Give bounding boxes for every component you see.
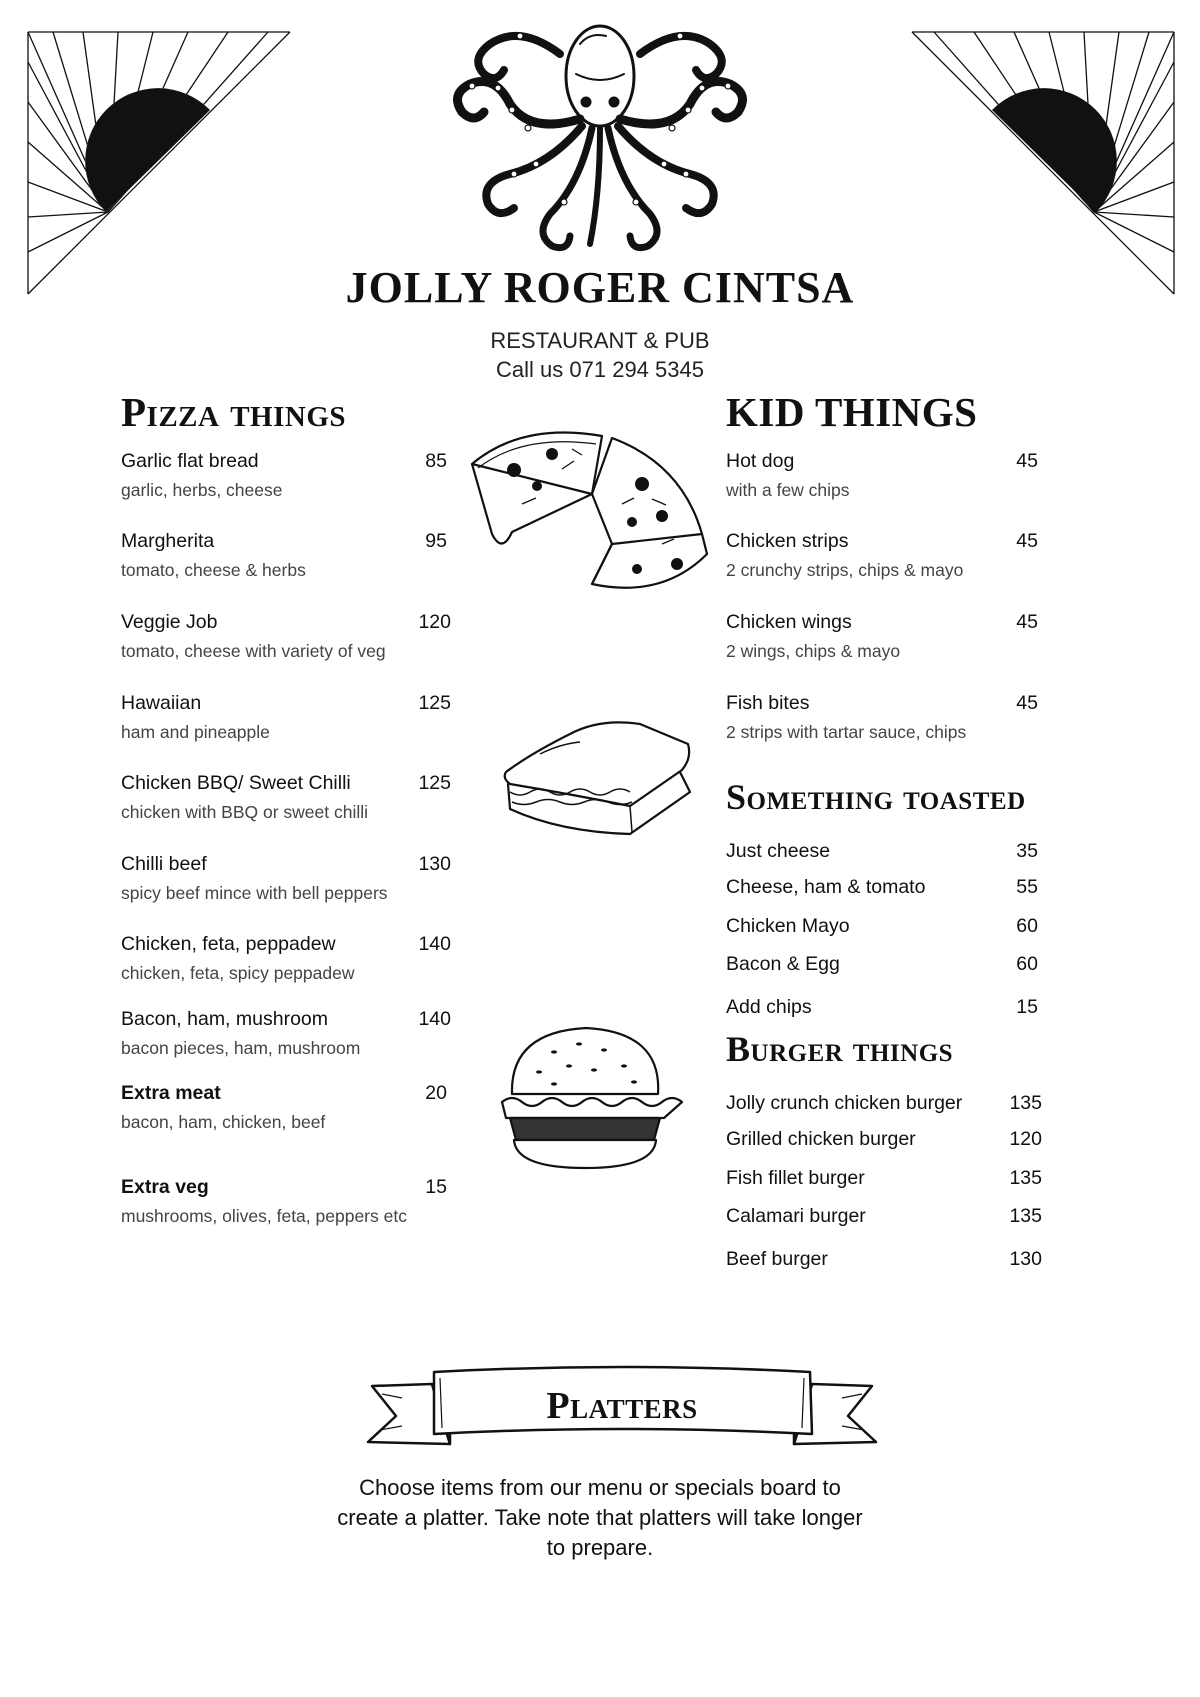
item-price: 140 bbox=[418, 933, 451, 955]
menu-item bbox=[121, 692, 451, 743]
item-price: 15 bbox=[425, 1176, 447, 1198]
menu-item bbox=[726, 1128, 1042, 1151]
item-name: Fish fillet burger bbox=[726, 1167, 865, 1189]
menu-item bbox=[726, 1092, 1042, 1115]
item-desc: ham and pineapple bbox=[121, 722, 270, 742]
menu-item bbox=[726, 1205, 1042, 1228]
item-name: Chicken strips bbox=[726, 530, 849, 552]
item-desc: with a few chips bbox=[726, 480, 850, 500]
menu-item bbox=[726, 996, 1038, 1019]
item-name: Just cheese bbox=[726, 840, 831, 862]
burger-icon bbox=[494, 1022, 676, 1172]
toasted-section-title: Something toasted bbox=[726, 777, 1026, 817]
item-name: Beef burger bbox=[726, 1248, 828, 1270]
item-price: 55 bbox=[1016, 876, 1038, 898]
menu-item bbox=[726, 611, 1038, 662]
item-price: 135 bbox=[1009, 1092, 1042, 1114]
menu-item bbox=[726, 692, 1038, 743]
item-price: 125 bbox=[418, 692, 451, 714]
item-name: Bacon & Egg bbox=[726, 953, 840, 975]
item-desc: bacon, ham, chicken, beef bbox=[121, 1112, 326, 1132]
item-name: Grilled chicken burger bbox=[726, 1128, 916, 1150]
sunburst-right-icon bbox=[912, 32, 1174, 294]
item-name: Hawaiian bbox=[121, 692, 202, 714]
item-price: 85 bbox=[425, 450, 447, 472]
menu-item bbox=[121, 1082, 451, 1133]
menu-item bbox=[121, 853, 451, 904]
item-name: Add chips bbox=[726, 996, 812, 1018]
item-price: 60 bbox=[1016, 915, 1038, 937]
item-desc: bacon pieces, ham, mushroom bbox=[121, 1038, 361, 1058]
item-price: 15 bbox=[1016, 996, 1038, 1018]
item-desc: tomato, cheese with variety of veg bbox=[121, 641, 386, 661]
menu-item bbox=[726, 953, 1038, 976]
item-name: Margherita bbox=[121, 530, 215, 552]
item-desc: tomato, cheese & herbs bbox=[121, 560, 306, 580]
menu-item bbox=[726, 1167, 1042, 1190]
item-price: 125 bbox=[418, 772, 451, 794]
phone-number: Call us 071 294 5345 bbox=[496, 357, 704, 382]
item-name: Chilli beef bbox=[121, 853, 207, 875]
item-price: 120 bbox=[1009, 1128, 1042, 1150]
item-price: 45 bbox=[1016, 692, 1038, 714]
platters-title: Platters bbox=[546, 1385, 698, 1427]
item-desc: garlic, herbs, cheese bbox=[121, 480, 283, 500]
platters-description: Choose items from our menu or specials board to create a platter. Take note that platters will take longer to prepare. bbox=[337, 1475, 863, 1560]
item-desc: chicken with BBQ or sweet chilli bbox=[121, 802, 369, 822]
item-name: Garlic flat bread bbox=[121, 450, 259, 472]
item-price: 95 bbox=[425, 530, 447, 552]
menu-item bbox=[121, 530, 451, 581]
item-name: Hot dog bbox=[726, 450, 795, 472]
menu-item bbox=[726, 840, 1038, 863]
item-name: Chicken BBQ/ Sweet Chilli bbox=[121, 772, 351, 794]
item-name: Calamari burger bbox=[726, 1205, 866, 1227]
menu-item bbox=[121, 450, 451, 501]
item-name: Extra meat bbox=[121, 1082, 221, 1104]
item-name: Chicken Mayo bbox=[726, 915, 850, 937]
menu-item bbox=[121, 772, 451, 823]
menu-item bbox=[121, 611, 451, 662]
menu-item bbox=[121, 1176, 451, 1227]
kids-section-title: KID THINGS bbox=[726, 389, 978, 435]
item-price: 130 bbox=[418, 853, 451, 875]
item-desc: chicken, feta, spicy peppadew bbox=[121, 963, 355, 983]
menu-item bbox=[726, 1248, 1042, 1271]
item-price: 20 bbox=[425, 1082, 447, 1104]
brand-title: JOLLY ROGER CINTSA bbox=[345, 263, 855, 312]
sunburst-left-icon bbox=[28, 32, 290, 294]
item-name: Veggie Job bbox=[121, 611, 218, 633]
item-desc: mushrooms, olives, feta, peppers etc bbox=[121, 1206, 407, 1226]
menu-item bbox=[726, 876, 1038, 899]
menu-item bbox=[121, 933, 451, 984]
octopus-icon bbox=[440, 14, 760, 264]
item-price: 45 bbox=[1016, 450, 1038, 472]
menu-item bbox=[121, 1008, 451, 1059]
item-name: Fish bites bbox=[726, 692, 810, 714]
item-price: 140 bbox=[418, 1008, 451, 1030]
item-name: Bacon, ham, mushroom bbox=[121, 1008, 329, 1030]
item-desc: 2 wings, chips & mayo bbox=[726, 641, 901, 661]
item-price: 120 bbox=[418, 611, 451, 633]
item-price: 135 bbox=[1009, 1205, 1042, 1227]
item-price: 35 bbox=[1016, 840, 1038, 862]
item-name: Extra veg bbox=[121, 1176, 209, 1198]
item-price: 45 bbox=[1016, 530, 1038, 552]
item-name: Chicken, feta, peppadew bbox=[121, 933, 336, 955]
item-price: 135 bbox=[1009, 1167, 1042, 1189]
pizza-icon bbox=[462, 424, 712, 599]
item-name: Jolly crunch chicken burger bbox=[726, 1092, 963, 1114]
burger-section-title: Burger things bbox=[726, 1029, 954, 1069]
menu-item bbox=[726, 530, 1038, 581]
item-price: 45 bbox=[1016, 611, 1038, 633]
item-price: 130 bbox=[1009, 1248, 1042, 1270]
item-desc: 2 strips with tartar sauce, chips bbox=[726, 722, 967, 742]
item-name: Cheese, ham & tomato bbox=[726, 876, 926, 898]
item-desc: 2 crunchy strips, chips & mayo bbox=[726, 560, 964, 580]
menu-item bbox=[726, 915, 1038, 938]
item-name: Chicken wings bbox=[726, 611, 852, 633]
sandwich-icon bbox=[500, 714, 700, 839]
pizza-section-title: Pizza things bbox=[121, 389, 347, 435]
menu-item bbox=[726, 450, 1038, 501]
subtitle: RESTAURANT & PUB bbox=[490, 328, 710, 353]
item-price: 60 bbox=[1016, 953, 1038, 975]
item-desc: spicy beef mince with bell peppers bbox=[121, 883, 388, 903]
